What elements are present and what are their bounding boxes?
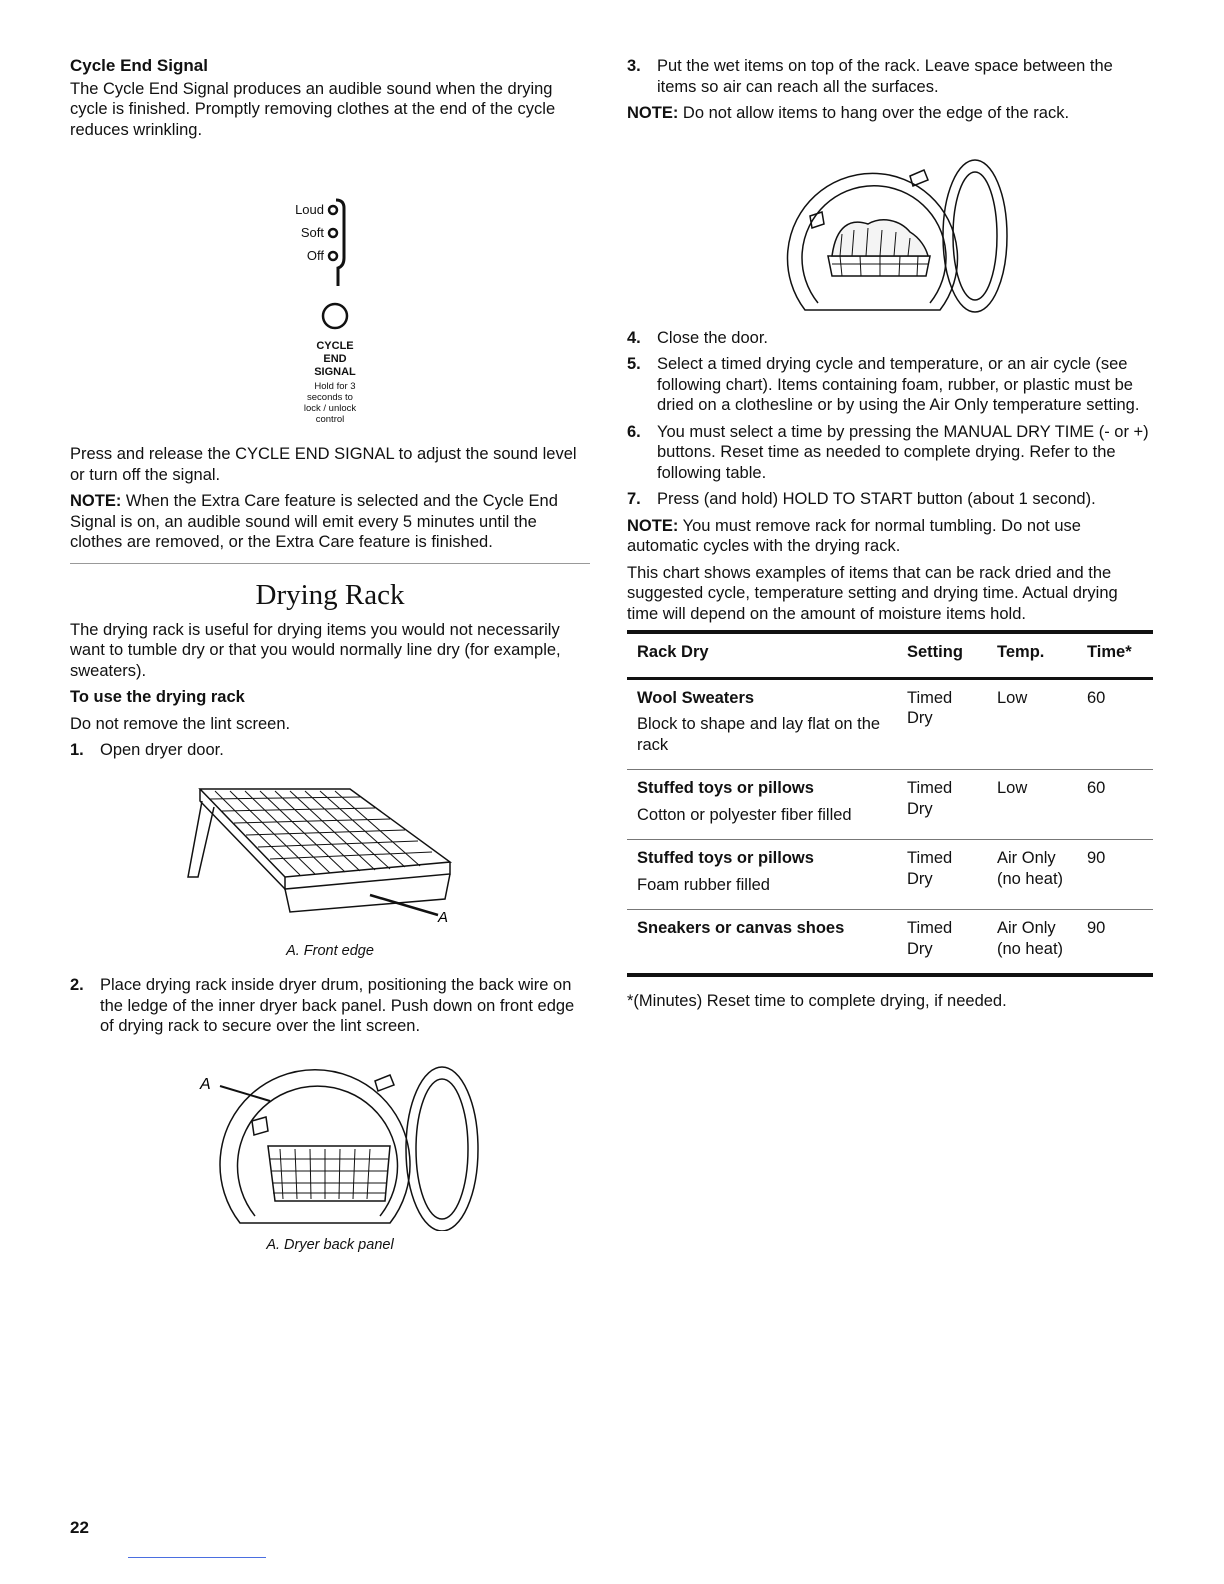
step-7-text: Press (and hold) HOLD TO START button (about 1 second). [657,490,1096,508]
step-4-num: 4. [627,328,641,347]
front-edge-label: A [438,908,449,926]
note-text: When the Extra Care feature is selected and the Cycle End Signal is on, an audible sound will emit every 5 minutes until the clothes are removed, or the Extra Care feature is finished. [70,492,558,551]
note-2-text: You must remove rack for normal tumbling. Do not use automatic cycles with the drying rack. [627,516,1081,555]
cycle-end-panel-illustration [70,152,590,394]
step-5-text: Select a timed drying cycle and temperature, or an air cycle (see following chart). Items containing foam, rubber, or plastic must be dried on a clothesline or by using the Air Only temperature setting. [657,355,1140,414]
soft-indicator-icon [329,229,337,237]
lint-note: Do not remove the lint screen. [70,714,291,733]
drying-rack-illustration [180,767,480,937]
step-3-num: 3. [627,57,641,75]
step-3-text: Put the wet items on top of the rack. Leave space between the items so air can reach all the surfaces. [657,57,1113,96]
time-cell: 60 [1087,779,1106,797]
rack-steps-3 [627,56,1153,97]
step-6-num: 6. [627,422,641,441]
hold-label-4: control [315,414,345,425]
note-label: NOTE: [70,492,122,510]
step-4-text: Close the door. [657,328,768,347]
cycle-end-title: Cycle End Signal [70,56,208,75]
section-divider [70,563,590,564]
table-header-row [627,632,1153,678]
step-7-num: 7. [627,490,641,508]
left-column [70,56,590,1269]
bottom-link-line [128,1557,266,1558]
hold-instructions [70,392,590,425]
step-6 [627,422,1153,484]
step-7 [627,489,1153,510]
setting-cell: Timed Dry [907,919,953,958]
note-1-label: NOTE: [627,104,679,122]
setting-cell: Timed Dry [907,779,953,818]
step-5 [627,354,1153,416]
time-cell: 60 [1087,688,1106,707]
step-2-text: Place drying rack inside dryer drum, positioning the back wire on the ledge of the inner dryer back panel. Push down on front edge of drying rack to secure over the lint screen. [100,976,575,1035]
drying-rack-title: Drying Rack [255,578,405,611]
step-4 [627,328,1153,349]
rack-steps-1 [70,740,590,761]
setting-cell: Timed Dry [907,849,953,888]
step-2 [70,975,590,1037]
item-cell [627,770,897,840]
header-setting: Setting [907,643,963,661]
drying-rack-subhead: To use the drying rack [70,688,245,706]
step-1-num: 1. [70,741,84,759]
cycle-end-signal-panel [70,152,590,425]
hold-label-1: Hold for 3 [314,381,356,392]
table-row [627,678,1153,770]
setting-cell: Timed Dry [907,688,953,727]
table-footnote: *(Minutes) Reset time to complete drying, if needed. [627,992,1007,1010]
step-2-num: 2. [70,976,84,994]
loud-label: Loud [295,202,324,217]
off-label: Off [306,248,324,263]
header-time: Time* [1087,643,1132,661]
off-indicator-icon [329,252,337,260]
step-1 [70,740,590,761]
time-cell: 90 [1087,849,1106,867]
item-desc: Block to shape and lay flat on the rack [637,715,881,754]
step-6-text: You must select a time by pressing the MANUAL DRY TIME (- or +) buttons. Reset time as needed to complete drying. Refer to the following table. [657,422,1149,482]
hold-label-2: seconds to [307,392,353,403]
rack-steps-4-7 [627,328,1153,510]
end-label: END [323,353,347,365]
right-column [627,56,1153,1018]
signal-label: SIGNAL [314,366,356,378]
header-temp: Temp. [997,643,1045,661]
table-row [627,910,1153,976]
item-title: Sneakers or canvas shoes [637,919,845,937]
step-1-text: Open dryer door. [100,741,224,759]
items-on-rack-illustration [770,138,1010,318]
soft-label: Soft [300,225,324,240]
rack-steps-2 [70,975,590,1037]
hang-note [627,103,1153,124]
cycle-label: CYCLE [316,340,354,352]
table-row [627,840,1153,910]
item-cell [627,840,897,910]
note-2-label: NOTE: [627,516,679,535]
note-1-text: Do not allow items to hang over the edge of the rack. [678,104,1070,122]
front-edge-caption: A. Front edge [286,942,374,959]
temp-cell: Air Only (no heat) [997,849,1064,888]
item-title: Wool Sweaters [637,688,755,707]
item-title: Stuffed toys or pillows [637,849,814,867]
temp-cell: Low [997,779,1028,797]
rack-dry-table [627,630,1153,977]
temp-cell: Low [997,688,1028,707]
chart-intro: This chart shows examples of items that can be rack dried and the suggested cycle, temperature setting and drying time. Actual drying time will depend on the amount of moisture items hold. [627,563,1118,623]
loud-indicator-icon [329,206,337,214]
back-panel-label: A [200,1075,211,1093]
hold-label-3: lock / unlock [303,403,357,414]
step-3 [627,56,1153,97]
item-cell [627,910,897,976]
remove-rack-note [627,516,1153,557]
cycle-end-signal-button[interactable] [323,304,347,328]
rack-in-drum-illustration [180,1051,480,1231]
item-desc: Foam rubber filled [637,875,770,894]
header-rack-dry: Rack Dry [637,643,709,661]
cycle-end-intro: The Cycle End Signal produces an audible sound when the drying cycle is finished. Promptly removing clothes at the end of the cycle reduces wrinkling. [70,79,556,139]
item-desc: Cotton or polyester fiber filled [637,805,852,824]
step-5-num: 5. [627,355,641,373]
page-number: 22 [70,1518,89,1537]
cycle-end-note [70,491,590,553]
table-row [627,770,1153,840]
time-cell: 90 [1087,919,1106,937]
cycle-end-press-text: Press and release the CYCLE END SIGNAL to adjust the sound level or turn off the signal. [70,445,577,484]
item-cell [627,678,897,770]
temp-cell: Air Only (no heat) [997,919,1064,958]
drying-rack-intro: The drying rack is useful for drying items you would not necessarily want to tumble dry or that you would normally line dry (for example, sweaters). [70,620,561,680]
item-title: Stuffed toys or pillows [637,779,814,797]
back-panel-caption: A. Dryer back panel [266,1236,394,1253]
